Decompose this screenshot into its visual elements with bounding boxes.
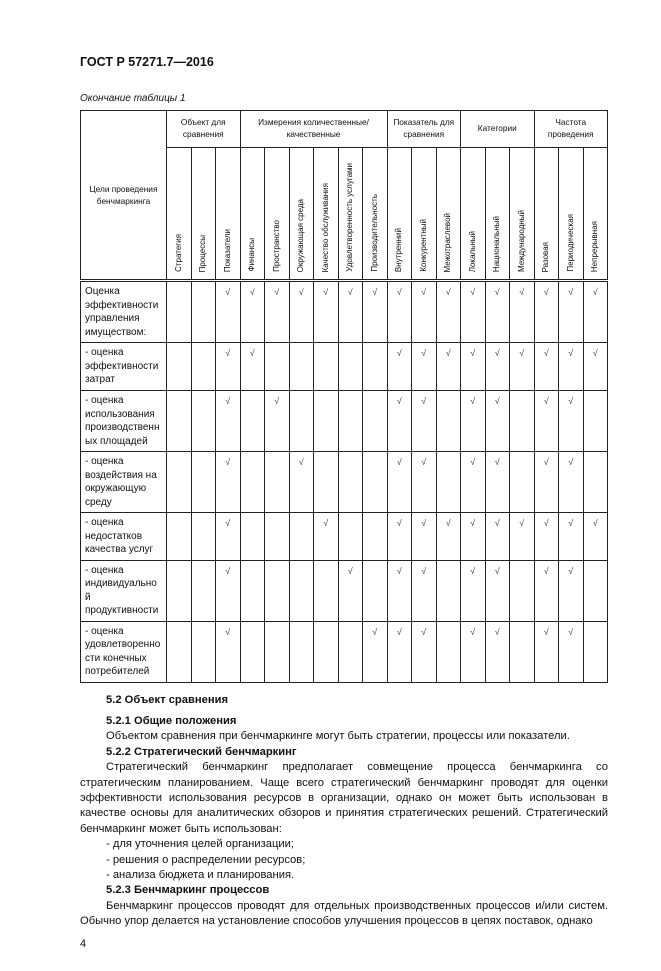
empty-cell [289, 343, 314, 391]
check-mark-cell: √ [387, 452, 412, 513]
check-mark-cell: √ [510, 513, 535, 561]
check-mark-cell: √ [461, 621, 486, 682]
column-header-label: Удовлетворенность услугами [345, 163, 355, 272]
check-mark-cell: √ [583, 513, 608, 561]
check-mark-cell: √ [216, 560, 241, 621]
column-header [436, 148, 461, 281]
empty-cell [265, 560, 290, 621]
check-mark-cell: √ [510, 343, 535, 391]
subsection-heading: 5.2.3 Бенчмаркинг процессов [106, 884, 270, 897]
check-mark-cell: √ [412, 621, 437, 682]
table-row [81, 513, 608, 561]
empty-cell [191, 391, 216, 452]
check-mark-cell: √ [387, 560, 412, 621]
empty-cell [240, 452, 265, 513]
column-header-label: Окружающая среда [296, 198, 306, 272]
benchmarking-table [80, 110, 608, 683]
page-number: 4 [80, 937, 87, 950]
empty-cell [338, 452, 363, 513]
check-mark-cell: √ [436, 343, 461, 391]
row-goal-label: - оценка эффективности затрат [81, 343, 167, 391]
empty-cell [167, 560, 192, 621]
empty-cell [510, 391, 535, 452]
column-header [363, 148, 388, 281]
empty-cell [167, 621, 192, 682]
column-header [534, 148, 559, 281]
check-mark-cell: √ [485, 343, 510, 391]
column-header [510, 148, 535, 281]
check-mark-cell: √ [534, 452, 559, 513]
column-header-label: Локальный [467, 230, 477, 272]
empty-cell [510, 452, 535, 513]
check-mark-cell: √ [485, 621, 510, 682]
check-mark-cell: √ [461, 343, 486, 391]
check-mark-cell: √ [363, 281, 388, 343]
empty-cell [265, 621, 290, 682]
check-mark-cell: √ [559, 281, 584, 343]
check-mark-cell: √ [363, 621, 388, 682]
row-goal-label: Оценка эффективности управления имуществом: [81, 281, 167, 343]
empty-cell [314, 560, 339, 621]
check-mark-cell: √ [216, 281, 241, 343]
column-header [167, 148, 192, 281]
empty-cell [314, 343, 339, 391]
empty-cell [191, 343, 216, 391]
empty-cell [338, 513, 363, 561]
column-group-header: Показатель для сравнения [387, 111, 461, 148]
check-mark-cell: √ [289, 452, 314, 513]
check-mark-cell: √ [289, 281, 314, 343]
empty-cell [265, 452, 290, 513]
column-header-label: Периодическая [565, 214, 575, 272]
column-header [338, 148, 363, 281]
column-header-label: Национальный [492, 215, 502, 272]
check-mark-cell: √ [216, 452, 241, 513]
body-text [80, 693, 608, 930]
document-header: ГОСТ Р 57271.7—2016 [80, 55, 214, 69]
check-mark-cell: √ [216, 391, 241, 452]
empty-cell [338, 621, 363, 682]
check-mark-cell: √ [412, 560, 437, 621]
check-mark-cell: √ [387, 621, 412, 682]
empty-cell [191, 621, 216, 682]
empty-cell [289, 391, 314, 452]
check-mark-cell: √ [485, 560, 510, 621]
column-header [559, 148, 584, 281]
check-mark-cell: √ [314, 513, 339, 561]
empty-cell [240, 391, 265, 452]
check-mark-cell: √ [485, 391, 510, 452]
table-row [81, 343, 608, 391]
check-mark-cell: √ [387, 391, 412, 452]
column-header-label: Процессы [198, 234, 208, 272]
check-mark-cell: √ [216, 343, 241, 391]
empty-cell [289, 560, 314, 621]
check-mark-cell: √ [461, 560, 486, 621]
check-mark-cell: √ [534, 513, 559, 561]
empty-cell [167, 452, 192, 513]
check-mark-cell: √ [559, 621, 584, 682]
empty-cell [363, 513, 388, 561]
empty-cell [191, 452, 216, 513]
check-mark-cell: √ [412, 281, 437, 343]
check-mark-cell: √ [338, 281, 363, 343]
paragraph: Объектом сравнения при бенчмаркинге могут быть стратегии, процессы или показатели. [106, 730, 570, 743]
check-mark-cell: √ [534, 621, 559, 682]
check-mark-cell: √ [559, 391, 584, 452]
check-mark-cell: √ [216, 621, 241, 682]
check-mark-cell: √ [436, 513, 461, 561]
table-caption: Окончание таблицы 1 [80, 93, 186, 104]
check-mark-cell: √ [583, 281, 608, 343]
empty-cell [167, 343, 192, 391]
empty-cell [363, 560, 388, 621]
empty-cell [265, 343, 290, 391]
column-header [314, 148, 339, 281]
empty-cell [338, 343, 363, 391]
check-mark-cell: √ [412, 343, 437, 391]
check-mark-cell: √ [461, 281, 486, 343]
column-header [240, 148, 265, 281]
column-header [265, 148, 290, 281]
empty-cell [191, 281, 216, 343]
check-mark-cell: √ [461, 513, 486, 561]
check-mark-cell: √ [412, 513, 437, 561]
empty-cell [167, 281, 192, 343]
check-mark-cell: √ [534, 391, 559, 452]
empty-cell [314, 452, 339, 513]
subsection-heading: 5.2.2 Стратегический бенчмаркинг [106, 745, 297, 758]
paragraph: Стратегический бенчмаркинг предполагает совмещение процесса бенчмаркинга со стратегическим планированием. Чаще всего стратегический бенчмаркинг проводят для оценки эффективности использования ресурсов в организации, однако он может быть использован в качестве основы для аналитических обзоров и принятия стратегических решений. Стратегический бенчмаркинг может быть использован: [80, 761, 608, 835]
check-mark-cell: √ [240, 281, 265, 343]
empty-cell [265, 513, 290, 561]
check-mark-cell: √ [559, 343, 584, 391]
table-row [81, 560, 608, 621]
table-row [81, 391, 608, 452]
row-goal-label: - оценка индивидуальной продуктивности [81, 560, 167, 621]
empty-cell [583, 452, 608, 513]
empty-cell [583, 621, 608, 682]
empty-cell [363, 343, 388, 391]
column-header [387, 148, 412, 281]
row-goal-label: - оценка воздействия на окружающую среду [81, 452, 167, 513]
check-mark-cell: √ [534, 560, 559, 621]
column-header-label: Производительность [369, 194, 379, 272]
check-mark-cell: √ [216, 513, 241, 561]
check-mark-cell: √ [485, 513, 510, 561]
check-mark-cell: √ [387, 513, 412, 561]
empty-cell [510, 621, 535, 682]
check-mark-cell: √ [559, 452, 584, 513]
check-mark-cell: √ [265, 281, 290, 343]
empty-cell [436, 621, 461, 682]
table-row [81, 281, 608, 343]
empty-cell [583, 560, 608, 621]
column-header [191, 148, 216, 281]
check-mark-cell: √ [559, 560, 584, 621]
empty-cell [436, 452, 461, 513]
column-group-header: Категории [461, 111, 535, 148]
empty-cell [289, 513, 314, 561]
column-header [461, 148, 486, 281]
empty-cell [314, 391, 339, 452]
table-row [81, 621, 608, 682]
column-header-label: Качество обслуживания [320, 182, 330, 272]
column-header-label: Пространство [271, 220, 281, 272]
check-mark-cell: √ [412, 452, 437, 513]
section-heading: 5.2 Объект сравнения [106, 693, 228, 706]
list-item: - решения о распределении ресурсов; [106, 853, 306, 866]
empty-cell [289, 621, 314, 682]
empty-cell [363, 452, 388, 513]
column-header-label: Конкурентный [418, 219, 428, 272]
check-mark-cell: √ [314, 281, 339, 343]
empty-cell [510, 560, 535, 621]
check-mark-cell: √ [387, 343, 412, 391]
check-mark-cell: √ [387, 281, 412, 343]
empty-cell [191, 513, 216, 561]
paragraph: Бенчмаркинг процессов проводят для отдельных производственных процессов и/или систем. Обычно упор делается на установление способов улучшения процессов в цепях поставок, однако [80, 899, 608, 928]
empty-cell [167, 391, 192, 452]
check-mark-cell: √ [240, 343, 265, 391]
list-item: - для уточнения целей организации; [106, 838, 294, 851]
empty-cell [314, 621, 339, 682]
empty-cell [167, 513, 192, 561]
check-mark-cell: √ [436, 281, 461, 343]
check-mark-cell: √ [461, 391, 486, 452]
empty-cell [240, 513, 265, 561]
empty-cell [436, 560, 461, 621]
column-header-label: Стратегия [173, 234, 183, 272]
column-header-label: Непрерывная [590, 220, 600, 272]
column-group-header: Частота проведения [534, 111, 608, 148]
row-goal-label: - оценка недостатков качества услуг [81, 513, 167, 561]
empty-cell [363, 391, 388, 452]
column-header-label: Разовая [541, 241, 551, 272]
check-mark-cell: √ [583, 343, 608, 391]
row-goal-label: - оценка удовлетворенности конечных потребителей [81, 621, 167, 682]
column-header-label: Показатели [222, 228, 232, 272]
goal-header: Цели проведения бенчмаркинга [81, 111, 167, 281]
check-mark-cell: √ [461, 452, 486, 513]
empty-cell [240, 560, 265, 621]
column-header-label: Внутренний [394, 227, 404, 272]
empty-cell [583, 391, 608, 452]
column-header [583, 148, 608, 281]
check-mark-cell: √ [485, 281, 510, 343]
table-row [81, 452, 608, 513]
list-item: - анализа бюджета и планирования. [106, 868, 295, 881]
empty-cell [338, 391, 363, 452]
check-mark-cell: √ [534, 343, 559, 391]
column-group-header: Объект для сравнения [167, 111, 241, 148]
subsection-heading: 5.2.1 Общие положения [106, 714, 237, 727]
column-header [485, 148, 510, 281]
empty-cell [240, 621, 265, 682]
row-goal-label: - оценка использования производственных площадей [81, 391, 167, 452]
check-mark-cell: √ [485, 452, 510, 513]
column-header-label: Межотраслевой [443, 212, 453, 272]
check-mark-cell: √ [559, 513, 584, 561]
check-mark-cell: √ [265, 391, 290, 452]
column-header [412, 148, 437, 281]
check-mark-cell: √ [338, 560, 363, 621]
check-mark-cell: √ [412, 391, 437, 452]
check-mark-cell: √ [534, 281, 559, 343]
column-header-label: Финансы [247, 238, 257, 272]
column-group-header: Измерения количественные/качественные [240, 111, 387, 148]
check-mark-cell: √ [510, 281, 535, 343]
column-header [216, 148, 241, 281]
empty-cell [191, 560, 216, 621]
empty-cell [436, 391, 461, 452]
column-header-label: Международный [516, 209, 526, 272]
column-header [289, 148, 314, 281]
table-group-header-row [81, 111, 608, 148]
